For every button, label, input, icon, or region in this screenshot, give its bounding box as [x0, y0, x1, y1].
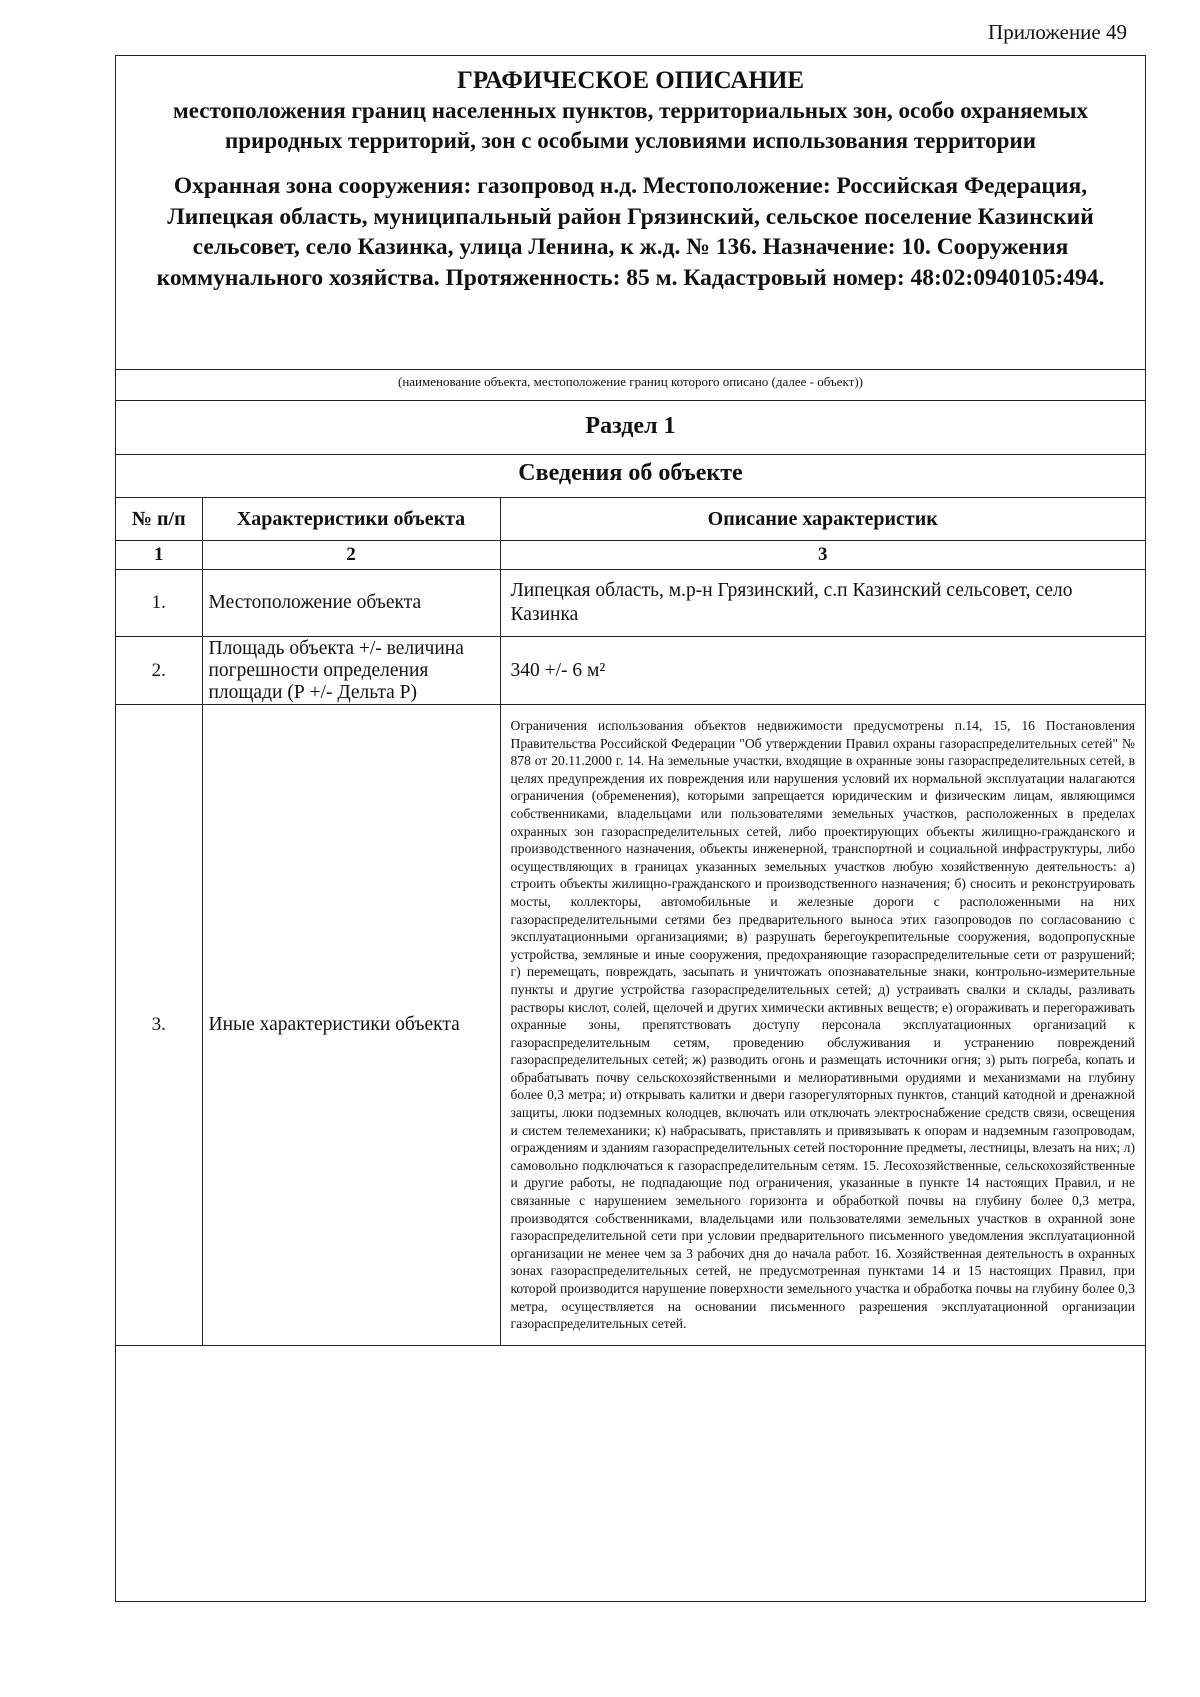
object-description: Охранная зона сооружения: газопровод н.д. Местоположение: Российская Федерация, Липецкая область, муниципальный район Грязинский, сельское поселение Казинский сельсовет, село Казинка, улица Ленина, к ж.д. № 136. Назначение: 10. Сооружения коммунального хозяйства. Протяженность: 85 м. Кадастровый номер: 48:02:0940105:494.: [156, 173, 1105, 291]
row-description: Ограничения использования объектов недвижимости предусмотрены п.14, 15, 16 Постановления Правительства Российской Федерации "Об утверждении Правил охраны газораспределительных сетей" № 878 от 20.11.2000 г. 14. На земельные участки, входящие в охранные зоны газораспределительных сетей, в целях предупреждения их повреждения или нарушения условий их нормальной эксплуатации налагаются ограничения (обременения), которыми запрещается юридическим и физическим лицам, являющимся собственниками, владельцами или пользователями земельных участков, расположенных в пределах охранных зон газораспределительных сетей, либо проектирующих объекты жилищно-гражданского и производственного назначения, объекты инженерной, транспортной и социальной инфраструктуры, либо осуществляющих в границах указанных земельных участков любую хозяйственную деятельность: а) строить объекты жилищно-гражданского и производственного назначения; б) сносить и реконструировать мосты, коллекторы, автомобильные и железные дороги с расположенными на них газораспределительными сетями без предварительного выноса этих газопроводов по согласованию с эксплуатационными организациями; в) разрушать берегоукрепительные сооружения, водопропускные устройства, земляные и иные сооружения, предохраняющие газораспределительные сети от разрушений; г) перемещать, повреждать, засыпать и уничтожать опознавательные знаки, контрольно-измерительные пункты и другие устройства газораспределительных сетей; д) устраивать свалки и склады, разливать растворы кислот, солей, щелочей и других химически активных веществ; е) огораживать и перегораживать охранные зоны, препятствовать доступу персонала эксплуатационных организаций к газораспределительным сетям, проведению обслуживания и устранению повреждений газораспределительных сетей; ж) разводить огонь и размещать источники огня; з) рыть погреба, копать и обрабатывать почву сельскохозяйственными и мелиоративными орудиями и механизмами на глубину более 0,3 метра; и) открывать калитки и двери газорегуляторных пунктов, станций катодной и дренажной защиты, люки подземных колодцев, включать или отключать электроснабжение средств связи, освещения и систем телемеханики; к) набрасывать, приставлять и привязывать к опорам и надземным газопроводам, ограждениям и зданиям газораспределительных сетей посторонние предметы, лестницы, влезать на них; л) самовольно подключаться к газораспределительным сетям. 15. Лесохозяйственные, сельскохозяйственные и другие работы, не подпадающие под ограничения, указанные в пункте 14 настоящих Правил, и не связанные с нарушением земельного горизонта и обработкой почвы на глубину более 0,3 метра, производятся собственниками, владельцами или пользователями земельных участков в охранной зоне газораспределительной сети при условии предварительного письменного уведомления эксплуатационной организации не менее чем за 3 рабочих дня до начала работ. 16. Хозяйственная деятельность в охранных зонах газораспределительных сетей, не предусмотренная пунктами 14 и 15 настоящих Правил, при которой производится нарушение поверхности земельного участка и обработка почвы на глубину более 0,3 метра, осуществляется на основании письменного разрешения эксплуатационной организации газораспределительных сетей.: [500, 705, 1145, 1346]
column-header: Описание характеристик: [500, 498, 1145, 541]
row-number: 1.: [116, 570, 202, 637]
divider: [116, 369, 1145, 370]
row-characteristic: Площадь объекта +/- величина погрешности определения площади (Р +/- Дельта Р): [202, 637, 500, 705]
document-frame: [115, 55, 1146, 1602]
column-number: 2: [202, 541, 500, 570]
table-row: [116, 705, 1145, 1346]
table-row: [116, 637, 1145, 705]
column-number-row: [116, 541, 1145, 570]
row-characteristic: Местоположение объекта: [202, 570, 500, 637]
divider: [116, 400, 1145, 401]
column-number: 1: [116, 541, 202, 570]
row-characteristic: Иные характеристики объекта: [202, 705, 500, 1346]
object-info-table: [116, 497, 1145, 1346]
column-header: Характеристики объекта: [202, 498, 500, 541]
document-subtitle: местоположения границ населенных пунктов, территориальных зон, особо охраняемых природных территорий, зон с особыми условиями использования территории: [173, 98, 1088, 153]
section-title: Раздел 1: [585, 413, 676, 439]
row-description: 340 +/- 6 м²: [500, 637, 1145, 705]
column-header: № п/п: [116, 498, 202, 541]
row-description: Липецкая область, м.р-н Грязинский, с.п Казинский сельсовет, село Казинка: [500, 570, 1145, 637]
table-row: [116, 570, 1145, 637]
document-title: ГРАФИЧЕСКОЕ ОПИСАНИЕ: [456, 67, 805, 94]
document-header: [116, 56, 1145, 369]
appendix-label: Приложение 49: [988, 20, 1127, 44]
object-caption: (наименование объекта, местоположение границ которого описано (далее - объект)): [398, 374, 863, 389]
row-number: 3.: [116, 705, 202, 1346]
divider: [116, 454, 1145, 455]
table-header-row: [116, 498, 1145, 541]
section-subtitle: Сведения об объекте: [518, 460, 743, 486]
column-number: 3: [500, 541, 1145, 570]
row-number: 2.: [116, 637, 202, 705]
